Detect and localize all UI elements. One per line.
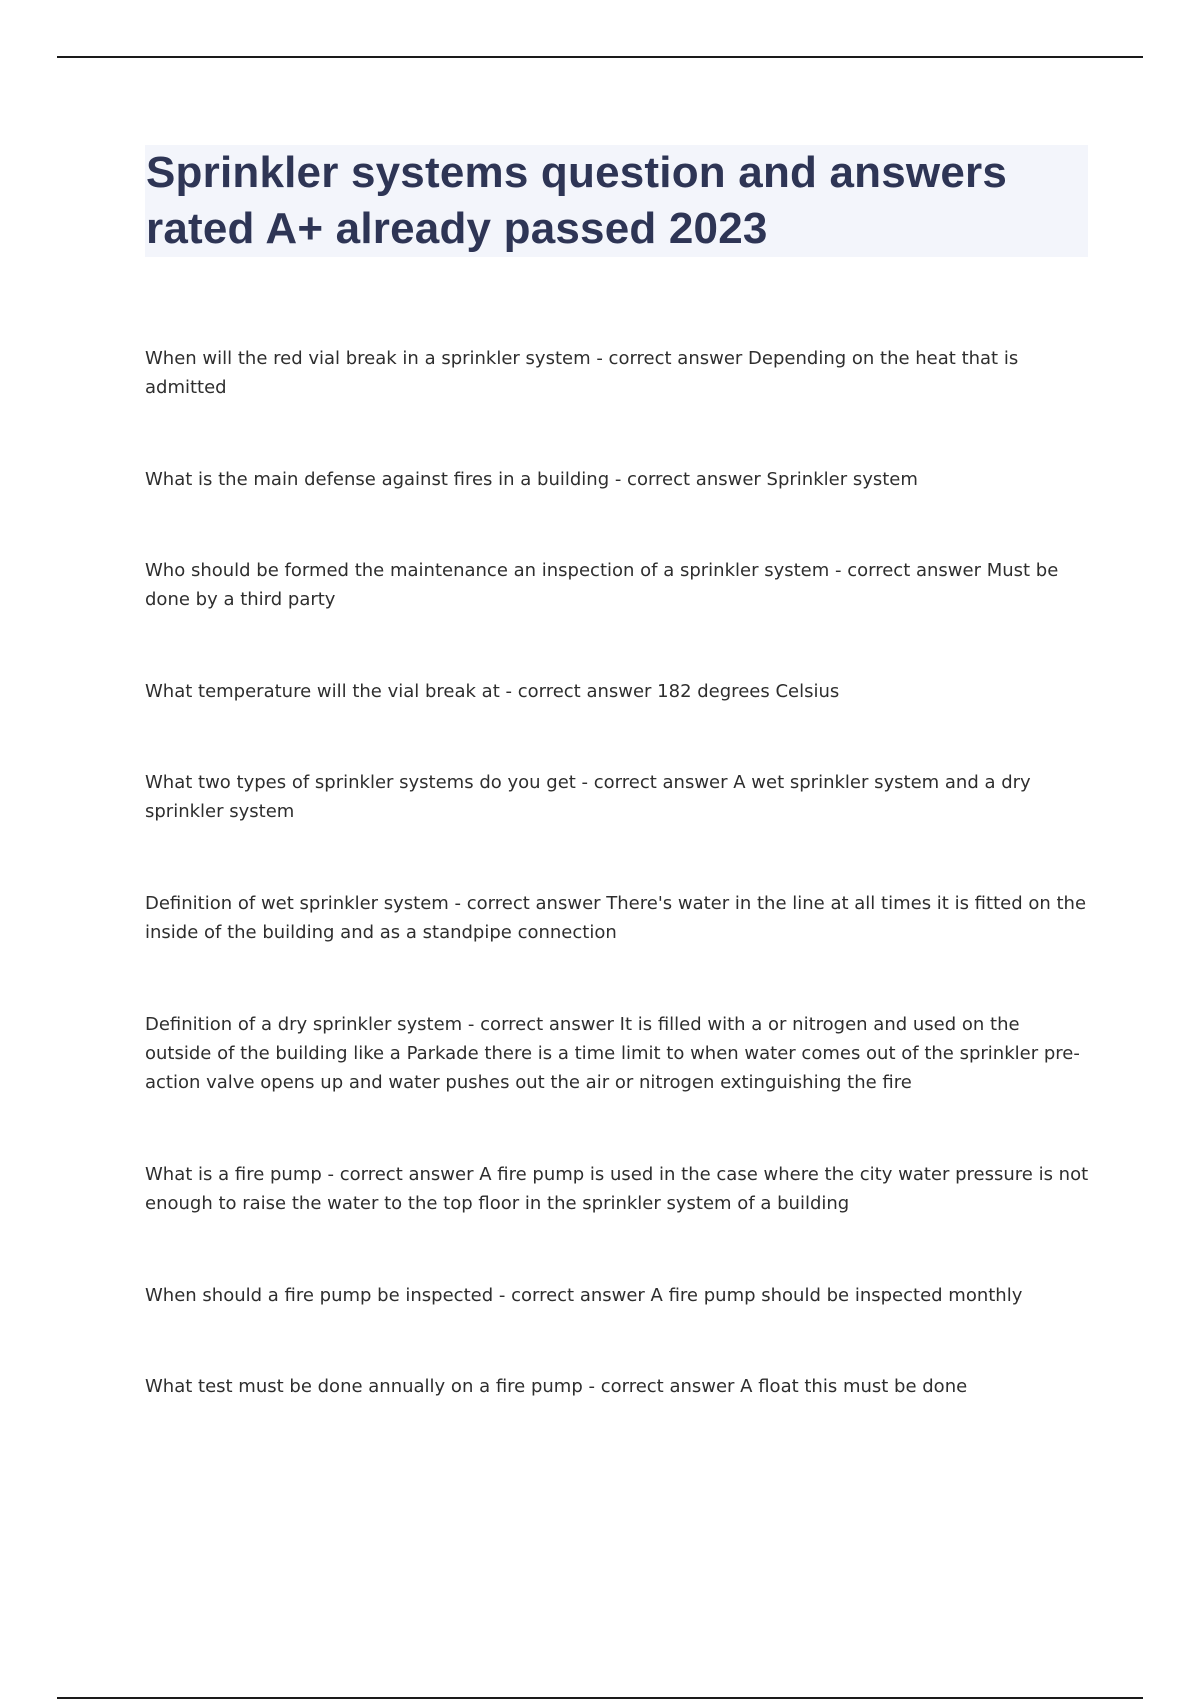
qa-item-10: What test must be done annually on a fire pump - correct answer A float this must be done [145,1376,968,1397]
page-title: Sprinkler systems question and answers rated A+ already passed 2023 [146,148,1008,253]
bottom-rule [57,1697,1143,1699]
qa-item-8: What is a fire pump - correct answer A fire pump is used in the case where the city water pressure is not enough to raise the water to the top floor in the sprinkler system of a building [145,1164,1089,1214]
qa-item-6: Definition of wet sprinkler system - correct answer There's water in the line at all times it is fitted on the inside of the building and as a standpipe connection [145,893,1087,943]
qa-item-5: What two types of sprinkler systems do you get - correct answer A wet sprinkler system and a dry sprinkler system [145,772,1031,822]
qa-item-1: When will the red vial break in a sprinkler system - correct answer Depending on the heat that is admitted [145,348,1019,398]
title-banner [145,145,1088,257]
qa-item-3: Who should be formed the maintenance an inspection of a sprinkler system - correct answer Must be done by a third party [145,560,1059,610]
qa-item-7: Definition of a dry sprinkler system - correct answer It is filled with a or nitrogen and used on the outside of the building like a Parkade there is a time limit to when water comes out of the sprinkler pre-action valve opens up and water pushes out the air or nitrogen extinguishing the fire [145,1014,1080,1093]
qa-item-4: What temperature will the vial break at - correct answer 182 degrees Celsius [145,681,840,702]
qa-item-2: What is the main defense against fires in a building - correct answer Sprinkler system [145,469,918,490]
top-rule [57,56,1143,58]
qa-item-9: When should a fire pump be inspected - correct answer A fire pump should be inspected monthly [145,1285,1023,1306]
